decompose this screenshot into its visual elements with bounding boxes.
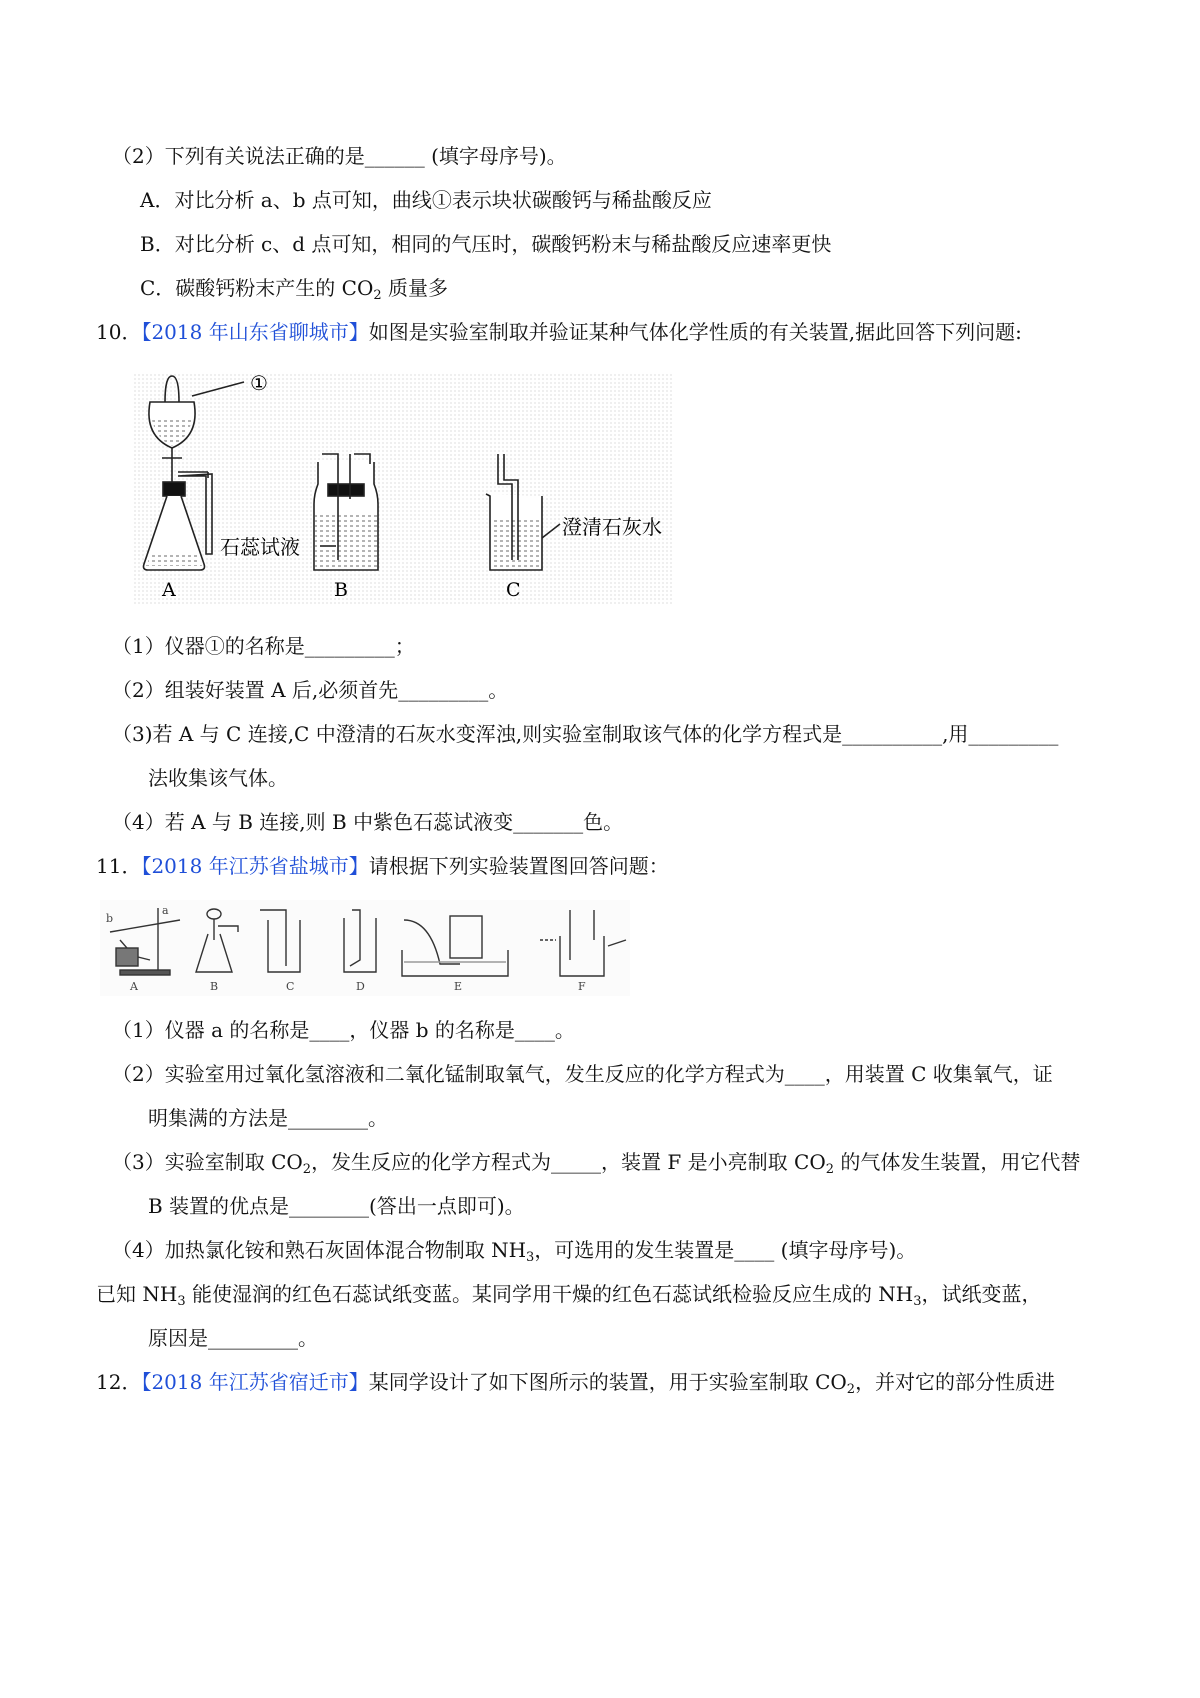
q11-part3-line2: B 装置的优点是________(答出一点即可)。 [148,1194,525,1218]
question-stem: 请根据下列实验装置图回答问题： [368,854,669,878]
q11-part4-note-line1 [96,1280,1042,1308]
fig-label-d: D [356,980,365,993]
label-1: ① [250,374,268,395]
q10-part2: （2）组装好装置 A 后,必须首先_________。 [112,678,509,702]
q10-apparatus-svg [134,374,674,606]
q10-part3-line2: 法收集该气体。 [148,766,288,790]
q10-part3-line1: （3)若 A 与 C 连接,C 中澄清的石灰水变浑浊,则实验室制取该气体的化学方程式是__________,用_________ [112,722,1059,746]
question-number: 11． [96,854,142,878]
q10-part4: （4）若 A 与 B 连接,则 B 中紫色石蕊试液变_______色。 [112,810,624,834]
q11-part1: （1）仪器 a 的名称是____，仪器 b 的名称是____。 [112,1018,575,1042]
subscript: 2 [302,1162,312,1177]
subscript: 2 [373,288,382,303]
q11-part2-line1: （2）实验室用过氧化氢溶液和二氧化锰制取氧气，发生反应的化学方程式为____，用装置 C 收集氧气，证 [112,1062,1053,1086]
q9-option-c-post: 质量多 [381,276,448,300]
subscript: 2 [846,1382,856,1397]
question-source: 【2018 年江苏省盐城市】 [141,854,369,878]
q11-part2-line2: 明集满的方法是________。 [148,1106,388,1130]
fig-label-a: A [130,980,138,993]
text-segment: （4）加热氯化铵和熟石灰固体混合物制取 NH [112,1238,527,1262]
q9-option-c-pre: C．碳酸钙粉末产生的 CO [140,276,374,300]
question-number: 10． [96,320,142,344]
question-source: 【2018 年山东省聊城市】 [141,320,369,344]
fig-label-b-small: b [106,912,114,925]
question-stem: 如图是实验室制取并验证某种气体化学性质的有关装置,据此回答下列问题: [368,320,1022,344]
q11-part4 [112,1236,916,1264]
q11-apparatus-svg [100,900,630,996]
text-segment: ，发生反应的化学方程式为_____，装置 F 是小亮制取 CO [311,1150,826,1174]
label-litmus: 石蕊试液 [220,535,300,559]
q10-part1: （1）仪器①的名称是_________； [112,634,415,658]
text-segment: 能使湿润的红色石蕊试纸变蓝。某同学用干燥的红色石蕊试纸检验反应生成的 NH [185,1282,914,1306]
q9-option-b: B．对比分析 c、d 点可知，相同的气压时，碳酸钙粉末与稀盐酸反应速率更快 [140,232,832,256]
text-segment: 已知 NH [96,1282,178,1306]
text-segment: （3）实验室制取 CO [112,1150,303,1174]
apparatus-b [314,454,378,570]
text-segment: 某同学设计了如下图所示的装置，用于实验室制取 CO [368,1370,847,1394]
q9-part2: （2）下列有关说法正确的是______ (填字母序号)。 [112,144,567,168]
q11-apparatus-figure [100,900,630,996]
text-segment: ，并对它的部分性质进 [855,1370,1056,1394]
text-segment: 的气体发生装置，用它代替 [834,1150,1081,1174]
label-b: B [334,579,348,601]
q9-option-c [140,274,448,302]
fig-label-f: F [578,980,586,993]
fig-label-c: C [286,980,295,993]
question-source: 【2018 年江苏省宿迁市】 [141,1370,369,1394]
subscript: 3 [177,1294,186,1309]
fig-label-b: B [210,980,219,993]
label-limewater: 澄清石灰水 [562,515,662,539]
q11-part3-line1 [112,1148,1080,1176]
q11-part4-note-line2: 原因是_________。 [148,1326,318,1350]
q10-apparatus-figure [134,374,674,606]
subscript: 3 [526,1250,535,1265]
label-a: A [162,579,176,601]
q11-stem [96,852,669,880]
q9-option-a: A．对比分析 a、b 点可知，曲线①表示块状碳酸钙与稀盐酸反应 [140,188,712,212]
text-segment: ，可选用的发生装置是____ (填字母序号)。 [534,1238,917,1262]
fig-label-e: E [454,980,463,993]
label-c: C [506,579,521,601]
subscript: 3 [913,1294,922,1309]
text-segment: ，试纸变蓝， [921,1282,1042,1306]
question-number: 12． [96,1370,142,1394]
q12-stem [96,1368,1055,1396]
q10-stem [96,318,1022,346]
fig-label-a-small: a [162,904,169,917]
subscript: 2 [825,1162,834,1177]
